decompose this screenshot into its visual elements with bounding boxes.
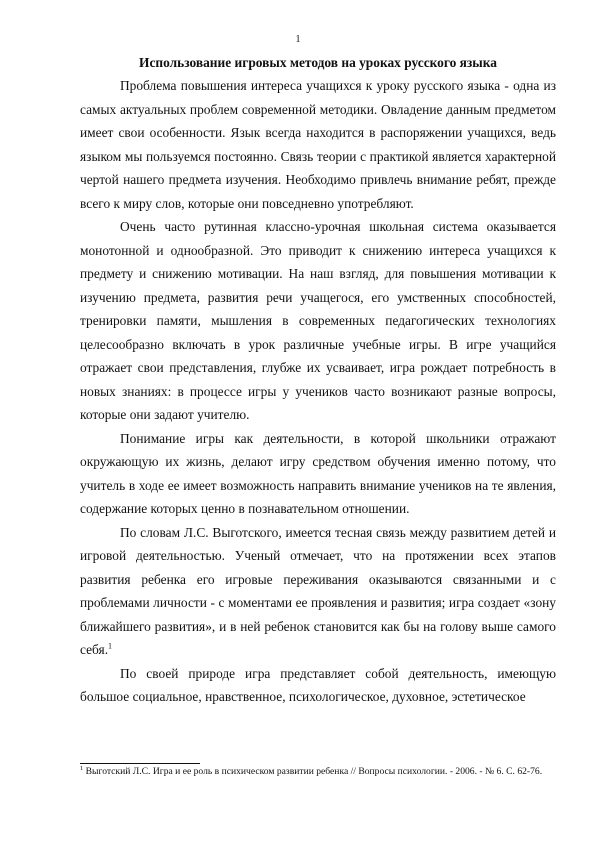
- paragraph-4: [80, 521, 556, 662]
- footnote: [80, 766, 556, 778]
- page-number: 1: [295, 34, 301, 45]
- footnote-separator: [80, 763, 200, 764]
- paragraph-3: Понимание игры как деятельности, в которой школьники отражают окружающую их жизнь, делают игру средством обучения именно потому, что учитель в ходе ее имеет возможность направить внимание учеников на те явления, содержание которых ценно в познавательном отношении.: [80, 430, 556, 516]
- document-body: [80, 74, 556, 709]
- footnote-reference[interactable]: 1: [108, 641, 113, 651]
- footnote-text: Выготский Л.С. Игра и ее роль в психическом развитии ребенка // Вопросы психологии. - 2006. - № 6. С. 62-76.: [83, 766, 543, 777]
- paragraph-1: Проблема повышения интереса учащихся к уроку русского языка - одна из самых актуальных проблем современной методики. Овладение данным предметом имеет свои особенности. Язык всегда находится в распоряжении учащихся, ведь языком мы пользуемся постоянно. Связь теории с практикой является характерной чертой нашего предмета изучения. Необходимо привлечь внимание ребят, прежде всего к миру слов, которые они повседневно употребляют.: [80, 78, 556, 211]
- paragraph-4-text: По словам Л.С. Выготского, имеется тесная связь между развитием детей и игровой деятельностью. Ученый отмечает, что на протяжении всех этапов развития ребенка его игровые переживания оказываются связанными и с проблемами личности - с моментами ее проявления и развития; игра создает «зону ближайшего развития», и в ней ребенок становится как бы на голову выше самого себя.: [80, 524, 556, 657]
- document-title: Использование игровых методов на уроках русского языка: [139, 55, 497, 70]
- paragraph-2: Очень часто рутинная классно-урочная школьная система оказывается монотонной и однообразной. Это приводит к снижению интереса учащихся к предмету и снижению мотивации. На наш взгляд, для повышения мотивации к изучению предмета, развития речи учащегося, его умственных способностей, тренировки памяти, мышления в современных педагогических технологиях целесообразно включать в урок различные учебные игры. В игре учащийся отражает свои представления, глубже их усваивает, игра рождает потребность в новых знаниях: в процессе игры у учеников часто возникают разные вопросы, которые они задают учителю.: [80, 219, 556, 422]
- footnote-marker: 1: [80, 764, 84, 772]
- paragraph-5: По своей природе игра представляет собой деятельность, имеющую большое социальное, нравственное, психологическое, духовное, эстетическое: [80, 665, 556, 704]
